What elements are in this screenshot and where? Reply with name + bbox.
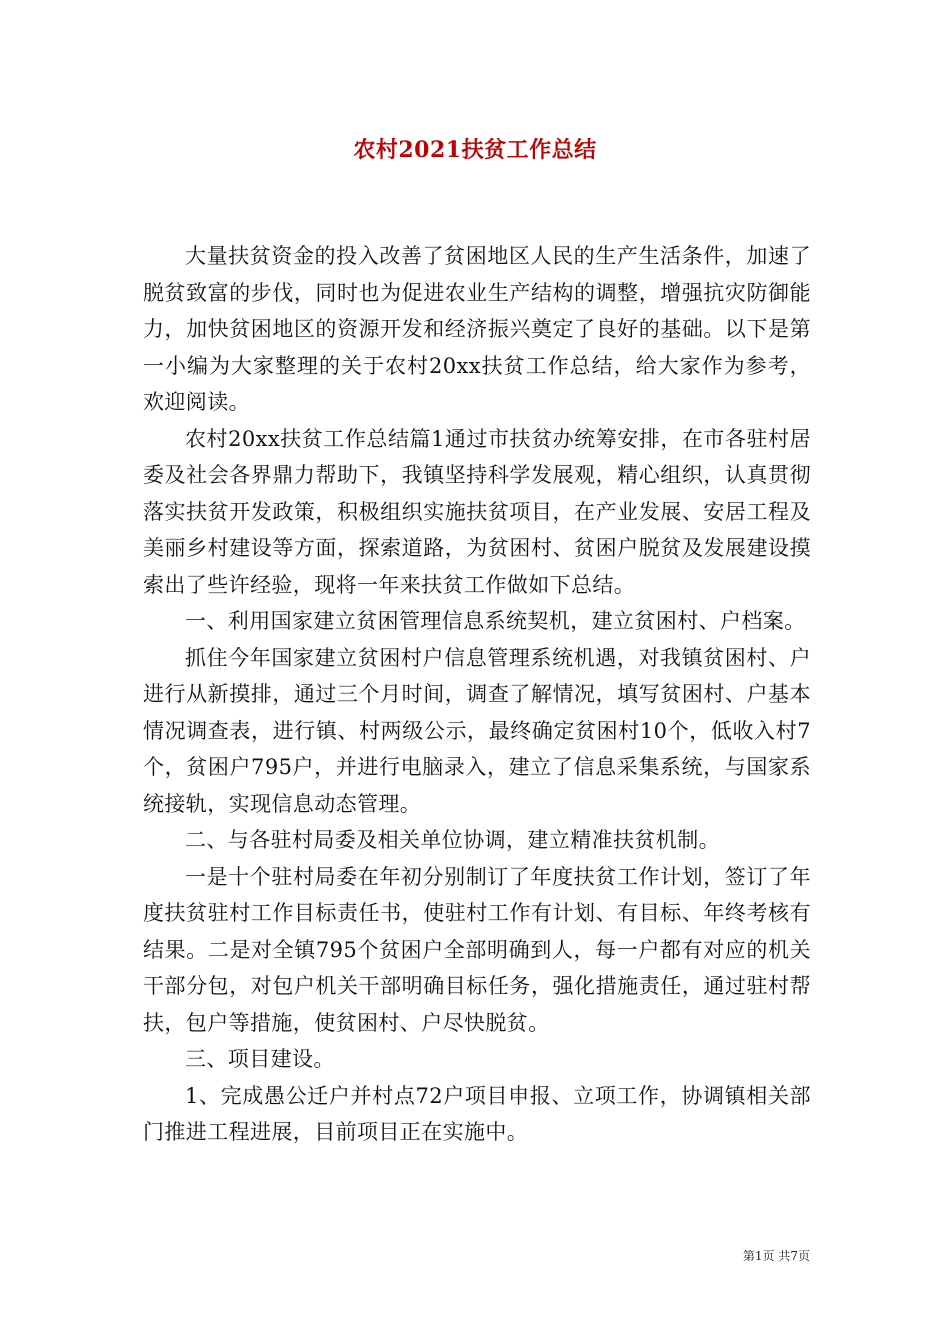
section-heading-2: 二、与各驻村局委及相关单位协调，建立精准扶贫机制。	[185, 828, 720, 852]
document-title: 农村2021扶贫工作总结	[353, 137, 597, 163]
section-heading-1: 一、利用国家建立贫困管理信息系统契机，建立贫困村、户档案。	[185, 609, 806, 633]
document-body	[143, 238, 811, 1151]
page-number-footer: 第1页 共7页	[742, 1249, 810, 1263]
paragraph-section-3-item-1: 1、完成愚公迁户并村点72户项目申报、立项工作，协调镇相关部门推进工程进展，目前项目正在实施中。	[143, 1083, 811, 1144]
paragraph-section-1: 抓住今年国家建立贫困村户信息管理系统机遇，对我镇贫困村、户进行从新摸排，通过三个月时间，调查了解情况，填写贫困村、户基本情况调查表，进行镇、村两级公示，最终确定贫困村10个，低收入村7个，贫困户795户，并进行电脑录入，建立了信息采集系统，与国家系统接轨，实现信息动态管理。	[143, 645, 811, 816]
paragraph-section-2: 一是十个驻村局委在年初分别制订了年度扶贫工作计划，签订了年度扶贫驻村工作目标责任书，使驻村工作有计划、有目标、年终考核有结果。二是对全镇795个贫困户全部明确到人，每一户都有对应的机关干部分包，对包户机关干部明确目标任务，强化措施责任，通过驻村帮扶，包户等措施，使贫困村、户尽快脱贫。	[143, 864, 811, 1035]
paragraph-summary-1: 农村20xx扶贫工作总结篇1通过市扶贫办统筹安排，在市各驻村居委及社会各界鼎力帮助下，我镇坚持科学发展观，精心组织，认真贯彻落实扶贫开发政策，积极组织实施扶贫项目，在产业发展、安居工程及美丽乡村建设等方面，探索道路，为贫困村、贫困户脱贫及发展建设摸索出了些许经验，现将一年来扶贫工作做如下总结。	[143, 426, 811, 597]
section-heading-3: 三、项目建设。	[185, 1047, 335, 1071]
paragraph-intro: 大量扶贫资金的投入改善了贫困地区人民的生产生活条件，加速了脱贫致富的步伐，同时也为促进农业生产结构的调整，增强抗灾防御能力，加快贫困地区的资源开发和经济振兴奠定了良好的基础。以下是第一小编为大家整理的关于农村20xx扶贫工作总结，给大家作为参考，欢迎阅读。	[143, 244, 811, 414]
